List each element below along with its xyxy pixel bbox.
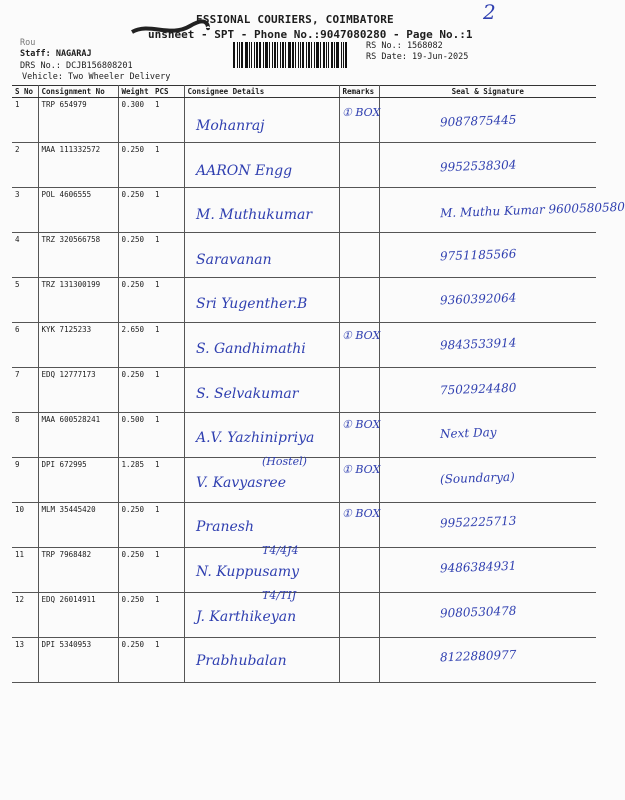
row-pcs: 1 <box>152 503 184 548</box>
drs-number: DRS No.: DCJB156808201 <box>20 61 133 71</box>
consignee-name-handwritten: V. Kavyasree <box>196 474 286 491</box>
signature-phone-handwritten: 9087875445 <box>439 112 517 130</box>
row-sno: 7 <box>12 368 38 413</box>
remarks-handwritten: ① BOX <box>342 106 381 119</box>
consignee-note-handwritten: T4/4J4 <box>262 544 299 557</box>
row-remarks-cell <box>339 548 379 593</box>
consignee-note-handwritten: (Hostel) <box>262 454 307 468</box>
consignee-name-handwritten: N. Kuppusamy <box>196 564 300 580</box>
consignee-name-handwritten: M. Muthukumar <box>196 207 313 224</box>
row-weight: 0.250 <box>118 278 152 323</box>
route-label: Rou <box>20 38 36 48</box>
col-header-remarks: Remarks <box>339 86 379 98</box>
col-header-consignee: Consignee Details <box>184 86 339 98</box>
row-weight: 0.250 <box>118 368 152 413</box>
signature-phone-handwritten: 9486384931 <box>439 558 517 576</box>
row-pcs: 1 <box>152 278 184 323</box>
row-consignment: MLM 35445420 <box>38 503 118 548</box>
row-weight: 1.285 <box>118 458 152 503</box>
signature-phone-handwritten: 7502924480 <box>439 380 517 397</box>
consignee-name-handwritten: S. Gandhimathi <box>196 341 306 357</box>
consignee-name-handwritten: Saravanan <box>196 251 272 268</box>
row-consignment: KYK 7125233 <box>38 323 118 368</box>
row-weight: 0.250 <box>118 593 152 638</box>
consignee-name-handwritten: AARON Engg <box>196 162 293 179</box>
row-pcs: 1 <box>152 233 184 278</box>
row-remarks-cell <box>339 188 379 233</box>
signature-phone-handwritten: 9843533914 <box>439 335 517 353</box>
row-weight: 0.250 <box>118 233 152 278</box>
consignee-name-handwritten: Mohanraj <box>196 118 265 134</box>
row-sno: 1 <box>12 98 38 143</box>
row-pcs: 1 <box>152 143 184 188</box>
row-remarks-cell <box>339 233 379 278</box>
row-sno: 2 <box>12 143 38 188</box>
row-consignment: MAA 600528241 <box>38 413 118 458</box>
row-weight: 0.250 <box>118 548 152 593</box>
col-header-signature: Seal & Signature <box>379 86 596 98</box>
vehicle-type: Vehicle: Two Wheeler Delivery <box>22 72 171 82</box>
remarks-handwritten: ① BOX <box>342 329 381 342</box>
signature-phone-handwritten: 9952225713 <box>439 514 517 531</box>
signature-phone-handwritten: 9751185566 <box>439 246 517 264</box>
row-remarks-cell <box>339 98 379 143</box>
row-sno: 8 <box>12 413 38 458</box>
row-sno: 12 <box>12 593 38 638</box>
row-weight: 0.250 <box>118 188 152 233</box>
row-consignment: EDQ 12777173 <box>38 368 118 413</box>
row-consignment: POL 4606555 <box>38 188 118 233</box>
col-header-sno: S No <box>12 86 38 98</box>
row-sno: 6 <box>12 323 38 368</box>
consignee-name-handwritten: Sri Yugenther.B <box>196 296 308 313</box>
signature-phone-handwritten: 9360392064 <box>439 291 517 308</box>
row-pcs: 1 <box>152 188 184 233</box>
row-pcs: 1 <box>152 593 184 638</box>
row-consignment: TRP 7968482 <box>38 548 118 593</box>
consignee-name-handwritten: Prabhubalan <box>196 653 287 670</box>
row-consignment: TRP 654979 <box>38 98 118 143</box>
row-sno: 9 <box>12 458 38 503</box>
col-header-pcs: PCS <box>152 86 184 98</box>
consignee-name-handwritten: J. Karthikeyan <box>196 608 297 625</box>
company-title: ESSIONAL COURIERS, COIMBATORE <box>196 13 394 26</box>
row-consignment: DPI 5340953 <box>38 638 118 683</box>
rs-number: RS No.: 1568082 <box>366 41 443 51</box>
staff-name: Staff: NAGARAJ <box>20 49 92 59</box>
row-remarks-cell <box>339 143 379 188</box>
rs-date: RS Date: 19-Jun-2025 <box>366 52 469 62</box>
row-pcs: 1 <box>152 98 184 143</box>
signature-phone-handwritten: 9080530478 <box>439 603 517 620</box>
col-header-consignment: Consignment No <box>38 86 118 98</box>
row-remarks-cell <box>339 278 379 323</box>
row-pcs: 1 <box>152 323 184 368</box>
row-consignment: TRZ 320566758 <box>38 233 118 278</box>
row-consignment: TRZ 131300199 <box>38 278 118 323</box>
row-remarks-cell <box>339 368 379 413</box>
row-weight: 2.650 <box>118 323 152 368</box>
row-sno: 3 <box>12 188 38 233</box>
row-sno: 5 <box>12 278 38 323</box>
signature-phone-handwritten: Next Day <box>439 425 497 442</box>
row-sno: 4 <box>12 233 38 278</box>
row-sno: 13 <box>12 638 38 683</box>
runsheet-subtitle: unsheet - SPT - Phone No.:9047080280 - Page No.:1 <box>148 28 473 41</box>
row-pcs: 1 <box>152 458 184 503</box>
remarks-handwritten: ① BOX <box>342 418 381 432</box>
row-pcs: 1 <box>152 413 184 458</box>
consignee-note-handwritten: T4/TIJ <box>262 588 297 602</box>
row-consignment: MAA 111332572 <box>38 143 118 188</box>
row-pcs: 1 <box>152 368 184 413</box>
consignee-name-handwritten: Pranesh <box>196 519 254 536</box>
row-consignment: DPI 672995 <box>38 458 118 503</box>
consignee-name-handwritten: S. Selvakumar <box>196 385 299 402</box>
table-header-row <box>12 86 596 98</box>
row-pcs: 1 <box>152 548 184 593</box>
row-weight: 0.300 <box>118 98 152 143</box>
page-number-handwritten: 2 <box>483 0 496 24</box>
row-pcs: 1 <box>152 638 184 683</box>
signature-phone-handwritten: (Soundarya) <box>439 469 516 487</box>
row-weight: 0.250 <box>118 638 152 683</box>
remarks-handwritten: ① BOX <box>342 507 381 521</box>
row-consignment: EDQ 26014911 <box>38 593 118 638</box>
consignee-name-handwritten: A.V. Yazhinipriya <box>196 430 315 447</box>
row-sno: 11 <box>12 548 38 593</box>
col-header-weight: Weight <box>118 86 152 98</box>
remarks-handwritten: ① BOX <box>342 462 381 476</box>
row-weight: 0.250 <box>118 143 152 188</box>
row-remarks-cell <box>339 638 379 683</box>
signature-phone-handwritten: M. Muthu Kumar 9600580580 <box>439 199 625 221</box>
signature-phone-handwritten: 8122880977 <box>439 647 517 665</box>
row-weight: 0.500 <box>118 413 152 458</box>
barcode <box>233 42 359 68</box>
row-weight: 0.250 <box>118 503 152 548</box>
row-remarks-cell <box>339 593 379 638</box>
signature-phone-handwritten: 9952538304 <box>439 157 517 174</box>
row-sno: 10 <box>12 503 38 548</box>
